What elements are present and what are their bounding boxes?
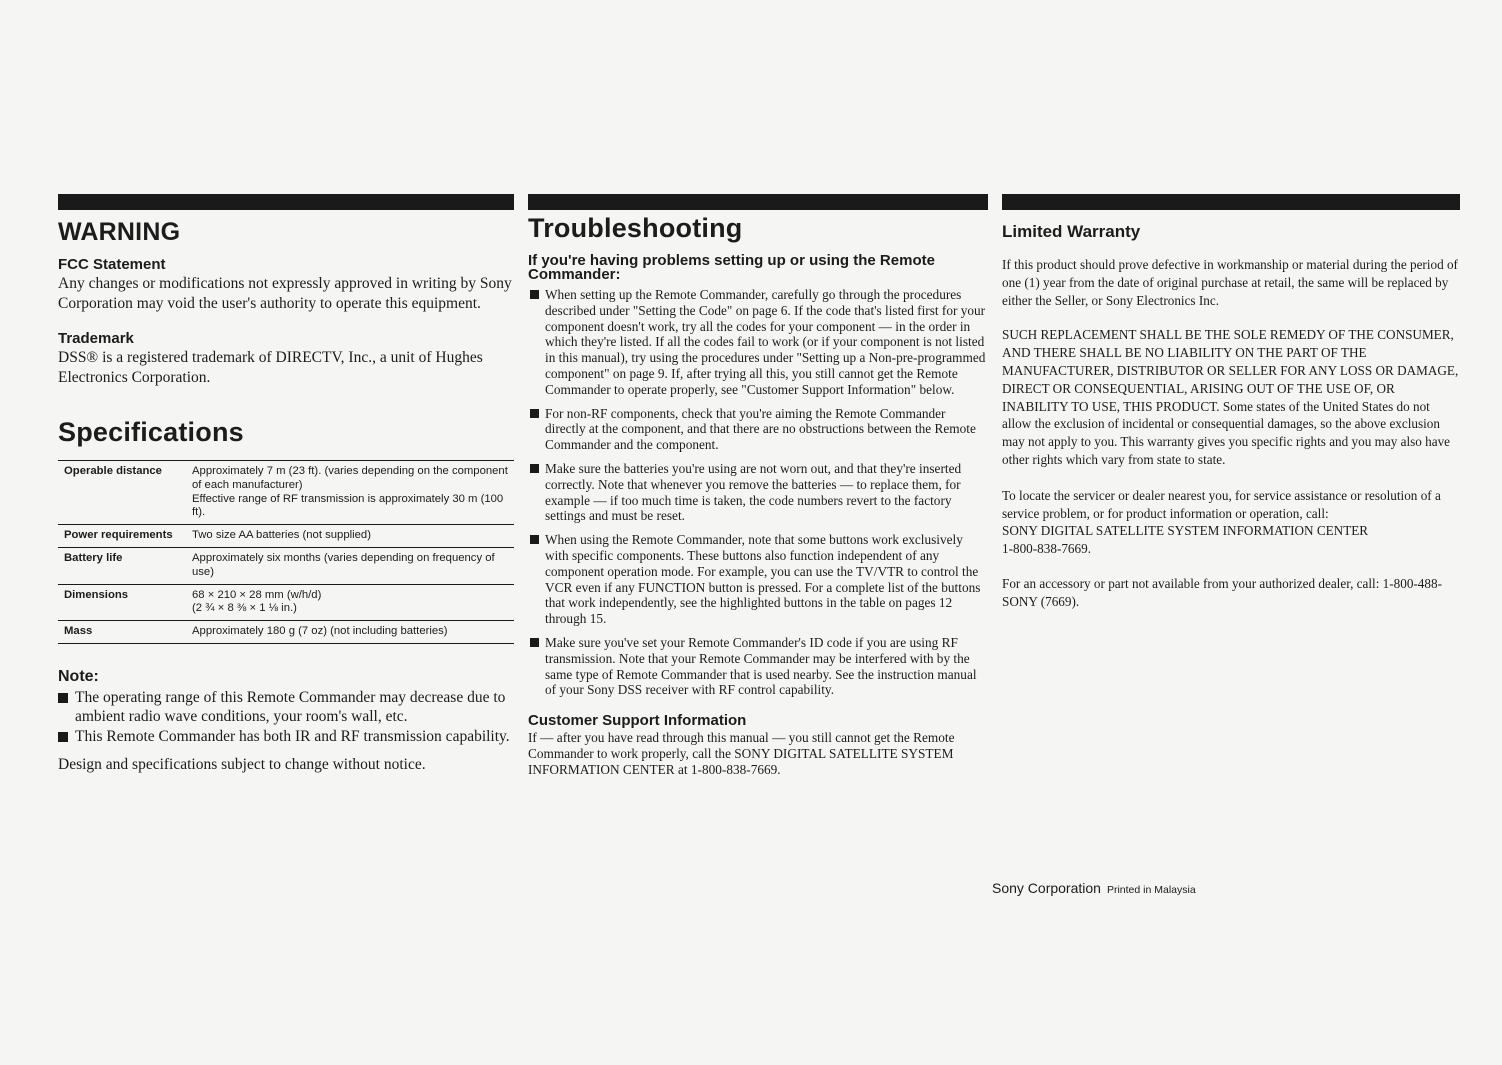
info-center-name: SONY DIGITAL SATELLITE SYSTEM INFORMATION CENTER — [1002, 523, 1369, 539]
spec-value-line: Two size AA batteries (not supplied) — [192, 529, 371, 542]
bullet-square-icon — [58, 732, 68, 742]
list-item — [528, 635, 988, 698]
list-item — [528, 461, 988, 524]
left-column — [58, 194, 514, 775]
bullet-square-icon — [58, 693, 68, 703]
specifications-table — [58, 460, 514, 644]
footer — [992, 880, 1196, 896]
spec-value-line: Approximately six months (varies depending on frequency of use) — [192, 551, 495, 578]
note-item-text: This Remote Commander has both IR and RF transmission capability. — [75, 727, 510, 745]
spec-value-line: Effective range of RF transmission is approximately 30 m (100 ft). — [192, 492, 504, 519]
bullet-square-icon — [530, 409, 539, 418]
company-name: Sony Corporation — [992, 880, 1101, 896]
spec-value — [186, 525, 514, 548]
spec-value — [186, 461, 514, 525]
warranty-paragraph: For an accessory or part not available from your authorized dealer, call: 1-800-488-SONY (7669). — [1002, 575, 1442, 609]
spec-value — [186, 584, 514, 621]
troubleshooting-item-text: When using the Remote Commander, note that some buttons work exclusively with specific components. These buttons also function independent of any component operation mode. For example, you can use the TV/VTR to control the VCR even if any FUNCTION button is pressed. For a complete list of the buttons that work independently, see the highlighted buttons in the table on pages 12 through 15. — [545, 532, 981, 627]
list-item — [58, 688, 514, 727]
support-heading: Customer Support Information — [528, 712, 747, 730]
support-text: If — after you have read through this manual — you still cannot get the Remote Commander to work properly, call the SONY DIGITAL SATELLITE SYSTEM INFORMATION CENTER at 1-800-838-7669. — [528, 730, 955, 777]
bullet-square-icon — [530, 290, 539, 299]
warranty-title: Limited Warranty — [1002, 222, 1141, 241]
section-bar — [528, 194, 988, 210]
section-bar — [58, 194, 514, 210]
troubleshooting-item-text: For non-RF components, check that you're aiming the Remote Commander directly at the component, and that there are no obstructions between the Remote Commander and the component. — [545, 405, 976, 453]
middle-column — [528, 194, 988, 778]
fcc-text: Any changes or modifications not expressly approved in writing by Sony Corporation may void the user's authority to operate this equipment. — [58, 275, 512, 312]
warranty-contact — [1002, 487, 1460, 558]
right-column — [1002, 194, 1460, 611]
design-note: Design and specifications subject to change without notice. — [58, 756, 426, 774]
spec-label: Battery life — [58, 547, 186, 584]
printed-in: Printed in Malaysia — [1106, 884, 1196, 896]
spec-label: Dimensions — [58, 584, 186, 621]
specifications-title: Specifications — [58, 417, 244, 447]
troubleshooting-item-text: Make sure the batteries you're using are not worn out, and that they're inserted correctly. Note that whenever you remove the batteries — to replace them, for example — if too much time is taken, the code numbers revert to the factory settings and must be reset. — [545, 460, 962, 524]
table-row — [58, 525, 514, 548]
list-item — [528, 532, 988, 627]
spec-value-line: Approximately 7 m (23 ft). (varies depending on the component of each manufacturer) — [192, 465, 508, 491]
troubleshooting-subheading: If you're having problems setting up or using the Remote Commander: — [528, 252, 935, 283]
note-heading: Note: — [58, 667, 99, 685]
table-row — [58, 461, 514, 525]
fcc-heading: FCC Statement — [58, 256, 166, 273]
troubleshooting-item-text: When setting up the Remote Commander, carefully go through the procedures described under "Setting the Code" on page 6. If the code that's listed first for your component doesn't work, try all the codes for your component — in the order in which they're listed. If all the codes fail to work (or if your component is not listed in this manual), try using the procedures under "Setting up a Non-pre-programmed component" on page 9. If, after trying all this, you still cannot get the Remote Commander to operate properly, see "Customer Support Information" below. — [545, 287, 986, 397]
note-list — [58, 688, 514, 747]
trademark-heading: Trademark — [58, 330, 134, 347]
table-row — [58, 621, 514, 644]
warranty-paragraph: To locate the servicer or dealer nearest you, for service assistance or resolution of a service problem, or for product information or operation, call: — [1002, 487, 1441, 521]
list-item — [528, 287, 988, 398]
spec-value-line: Approximately 180 g (7 oz) (not including batteries) — [192, 625, 448, 638]
spec-label: Power requirements — [58, 525, 186, 548]
info-center-phone: 1-800-838-7669. — [1002, 541, 1092, 557]
spec-value — [186, 547, 514, 584]
spec-value-line: 68 × 210 × 28 mm (w/h/d) — [192, 588, 322, 601]
table-row — [58, 547, 514, 584]
warranty-paragraph: SUCH REPLACEMENT SHALL BE THE SOLE REMEDY OF THE CONSUMER, AND THERE SHALL BE NO LIABILITY ON THE PART OF THE MANUFACTURER, DISTRIBUTOR OR SELLER FOR ANY LOSS OR DAMAGE, DIRECT OR CONSEQUENTIAL, ARISING OUT OF THE USE OF, OR INABILITY TO USE, THIS PRODUCT. Some states of the United States do not allow the exclusion of incidental or consequential damages, so the above exclusion may not apply to you. This warranty gives you specific rights and you may also have other rights which vary from state to state. — [1002, 327, 1459, 467]
spec-label: Mass — [58, 621, 186, 644]
note-item-text: The operating range of this Remote Commander may decrease due to ambient radio wave conditions, your room's wall, etc. — [75, 688, 506, 726]
bullet-square-icon — [530, 464, 539, 473]
table-row — [58, 584, 514, 621]
trademark-text: DSS® is a registered trademark of DIRECTV, Inc., a unit of Hughes Electronics Corporation. — [58, 349, 483, 386]
list-item — [528, 406, 988, 453]
troubleshooting-title: Troubleshooting — [528, 213, 743, 243]
section-bar — [1002, 194, 1460, 210]
spec-label: Operable distance — [58, 461, 186, 525]
list-item — [58, 727, 514, 747]
bullet-square-icon — [530, 535, 539, 544]
troubleshooting-item-text: Make sure you've set your Remote Commander's ID code if you are using RF transmission. Note that your Remote Commander may be interfered with by the same type of Remote Commander that is used nearby. See the instruction manual of your Sony DSS receiver with RF control capability. — [545, 634, 977, 698]
spec-value — [186, 621, 514, 644]
spec-value-line: (2 ¾ × 8 ⅜ × 1 ⅛ in.) — [192, 602, 297, 615]
troubleshooting-list — [528, 287, 988, 698]
bullet-square-icon — [530, 638, 539, 647]
warning-title: WARNING — [58, 218, 181, 246]
warranty-paragraph: If this product should prove defective in workmanship or material during the period of one (1) year from the date of original purchase at retail, the same will be replaced by either the Seller, or Sony Electronics Inc. — [1002, 257, 1458, 308]
